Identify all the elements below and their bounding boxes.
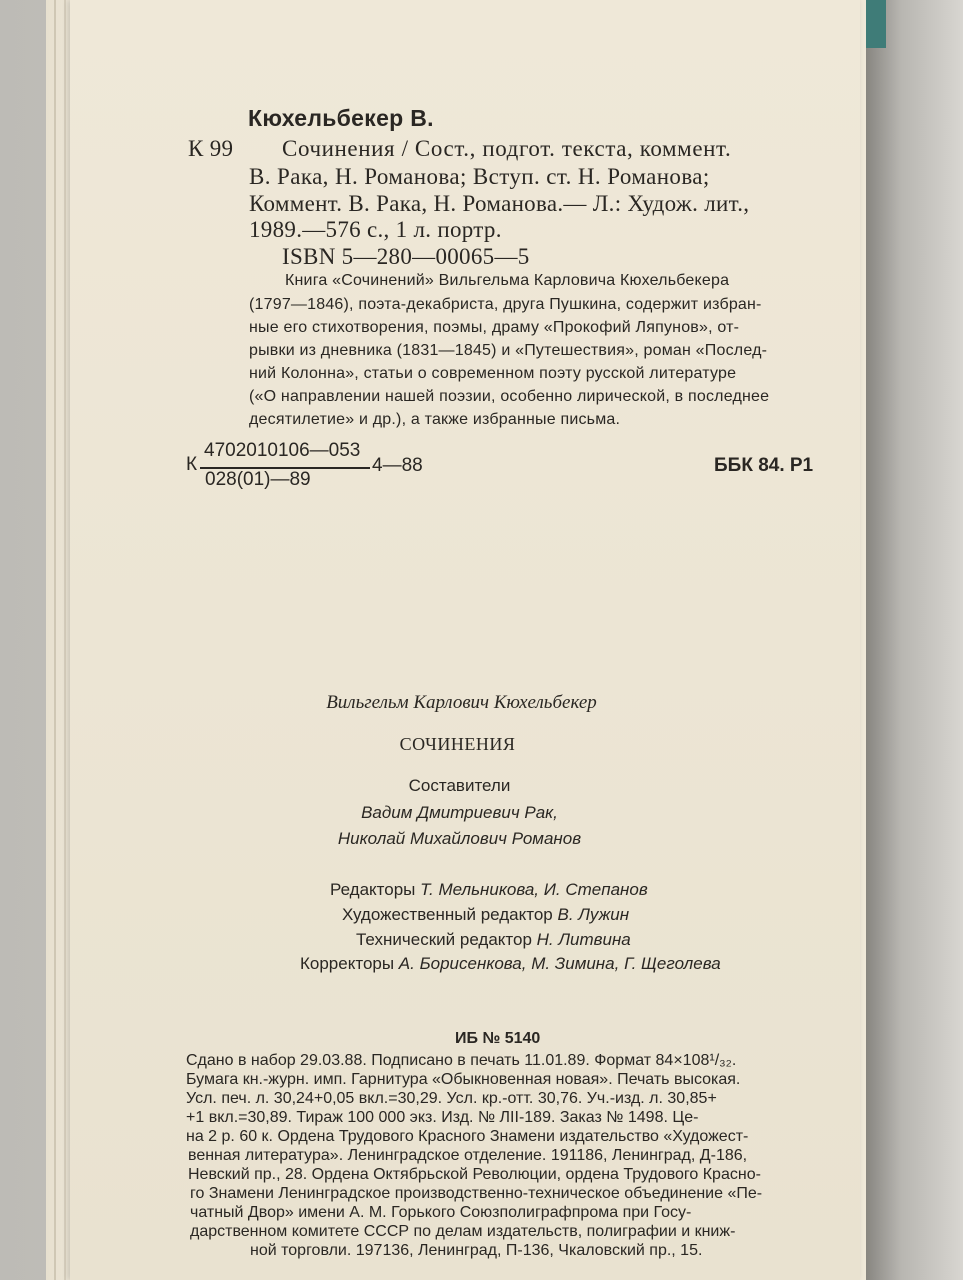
- credit-names: Т. Мельникова, И. Степанов: [420, 880, 648, 899]
- credit-role: Технический редактор: [356, 930, 537, 949]
- imprint-line: Усл. печ. л. 30,24+0,05 вкл.=30,29. Усл. кр.-отт. 30,76. Уч.-изд. л. 30,85+: [186, 1090, 717, 1107]
- annotation-line: ные его стихотворения, поэмы, драму «Прокофий Ляпунов», от-: [249, 319, 740, 336]
- annotation-line: ний Колонна», статьи о современном поэту русской литературе: [249, 365, 737, 382]
- card-isbn: ISBN 5—280—00065—5: [282, 244, 530, 269]
- credit-role: Корректоры: [300, 954, 399, 973]
- credit-role: Художественный редактор: [342, 905, 558, 924]
- credit-names: А. Борисенкова, М. Зимина, Г. Щеголева: [398, 954, 721, 973]
- card-line: Сочинения / Сост., подгот. текста, коммент.: [282, 136, 732, 161]
- compiler-name: Николай Михайлович Романов: [337, 829, 582, 848]
- credit-line: [356, 930, 631, 950]
- book-cover-edge: [860, 0, 963, 1280]
- page-edge-line: [64, 0, 66, 1280]
- imprint-line: дарственном комитете СССР по делам издательств, полиграфии и книж-: [190, 1223, 736, 1240]
- card-line: Коммент. В. Рака, Н. Романова.— Л.: Худож. лит.,: [249, 191, 750, 216]
- credit-line: [342, 905, 629, 925]
- ib-number: ИБ № 5140: [455, 1030, 541, 1047]
- code-numerator: 4702010106—053: [204, 440, 361, 461]
- compiler-name: Вадим Дмитриевич Рак,: [361, 803, 558, 822]
- card-author: Кюхельбекер В.: [248, 105, 434, 131]
- code-denominator: 028(01)—89: [205, 469, 311, 490]
- annotation-line: рывки из дневника (1831—1845) и «Путешествия», роман «Послед-: [249, 342, 768, 359]
- annotation-line: (1797—1846), поэта-декабриста, друга Пушкина, содержит избран-: [249, 296, 762, 313]
- compilers-label: Составители: [408, 776, 511, 795]
- credit-line: [330, 880, 648, 900]
- credit-line: [300, 954, 721, 974]
- card-line: В. Рака, Н. Романова; Вступ. ст. Н. Романова;: [249, 164, 710, 189]
- imprint-line: Невский пр., 28. Ордена Октябрьской Революции, ордена Трудового Красно-: [188, 1166, 761, 1183]
- annotation-line: десятилетие» и др.), а также избранные письма.: [249, 411, 621, 428]
- imprint-line: чатный Двор» имени А. М. Горького Союзполиграфпрома при Госу-: [190, 1204, 692, 1221]
- annotation-line: («О направлении нашей поэзии, особенно лирической, в последнее: [249, 388, 770, 405]
- credit-names: В. Лужин: [557, 905, 630, 924]
- imprint-line: на 2 р. 60 к. Ордена Трудового Красного Знамени издательство «Художест-: [186, 1128, 749, 1145]
- code-letter: К: [186, 454, 198, 475]
- bbk-code: ББК 84. Р1: [714, 455, 814, 476]
- page-edge-line: [54, 0, 56, 1280]
- imprint-line: го Знамени Ленинградское производственно-техническое объединение «Пе-: [190, 1185, 763, 1202]
- card-line: 1989.—576 с., 1 л. портр.: [249, 217, 502, 242]
- credit-names: Н. Литвина: [536, 930, 631, 949]
- imprint-line: Сдано в набор 29.03.88. Подписано в печать 11.01.89. Формат 84×108¹/₃₂.: [186, 1052, 737, 1069]
- imprint-line: ной торговли. 197136, Ленинград, П-136, Чкаловский пр., 15.: [250, 1242, 703, 1259]
- credit-role: Редакторы: [330, 880, 421, 899]
- imprint-line: +1 вкл.=30,89. Тираж 100 000 экз. Изд. № ЛII-189. Заказ № 1498. Це-: [186, 1109, 699, 1126]
- annotation-line: Книга «Сочинений» Вильгельма Карловича Кюхельбекера: [285, 272, 730, 289]
- imprint-line: Бумага кн.-журн. имп. Гарнитура «Обыкновенная новая». Печать высокая.: [186, 1071, 741, 1088]
- card-call-number: К 99: [188, 136, 234, 161]
- imprint-line: венная литература». Ленинградское отделение. 191186, Ленинград, Д-186,: [188, 1147, 748, 1164]
- code-suffix: 4—88: [372, 455, 423, 476]
- book-title: СОЧИНЕНИЯ: [399, 734, 516, 754]
- author-full-name: Вильгельм Карлович Кюхельбекер: [326, 692, 597, 713]
